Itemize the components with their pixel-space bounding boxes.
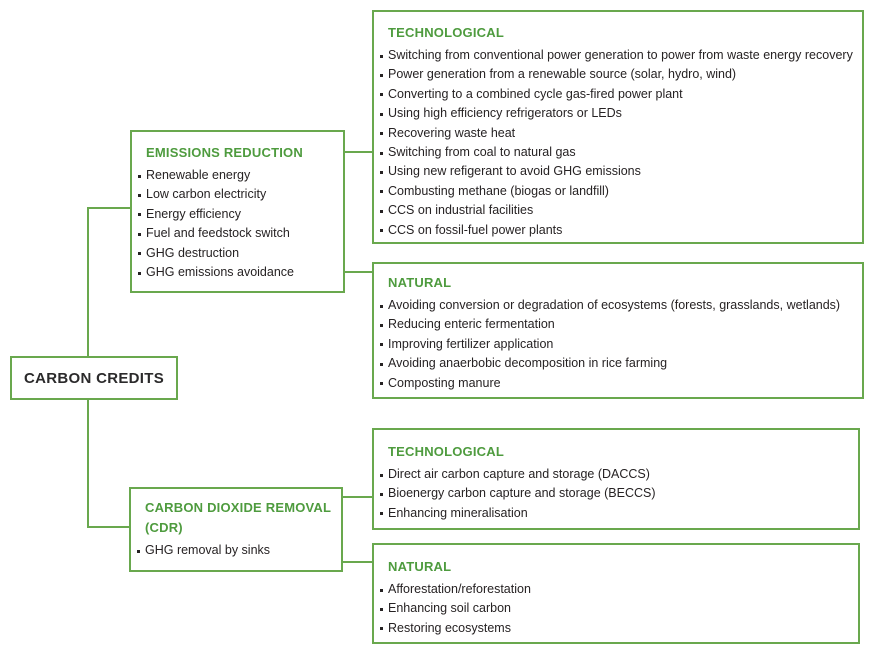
list-item: Reducing enteric fermentation [380, 315, 854, 334]
list-item: Using new refigerant to avoid GHG emissions [380, 162, 854, 181]
list-item: Enhancing soil carbon [380, 599, 850, 618]
list-item: Composting manure [380, 374, 854, 393]
list-item: Avoiding anaerbobic decomposition in rice farming [380, 354, 854, 373]
list-item: Renewable energy [138, 166, 335, 185]
item-list [380, 46, 854, 240]
list-item: Restoring ecosystems [380, 619, 850, 638]
branch-node-emissions-reduction [130, 130, 345, 293]
connector-emissions-reduction-to-natural [345, 271, 372, 273]
connector-root-to-emissions-reduction [87, 207, 130, 209]
list-item: Converting to a combined cycle gas-fired power plant [380, 85, 854, 104]
connector-root-up [87, 208, 89, 356]
list-item: Using high efficiency refrigerators or LEDs [380, 104, 854, 123]
item-list [138, 166, 335, 282]
connector-emissions-reduction-to-technological [345, 151, 372, 153]
list-item: Improving fertilizer application [380, 335, 854, 354]
list-item: Fuel and feedstock switch [138, 224, 335, 243]
branch-node-cdr [129, 487, 343, 572]
list-item: Recovering waste heat [380, 124, 854, 143]
list-item: CCS on fossil-fuel power plants [380, 221, 854, 240]
leaf-node-technological-emissions-reduction [372, 10, 864, 244]
item-list [137, 541, 333, 560]
list-item: Power generation from a renewable source (solar, hydro, wind) [380, 65, 854, 84]
box-title: NATURAL [388, 559, 452, 574]
list-item: Combusting methane (biogas or landfill) [380, 182, 854, 201]
box-title: TECHNOLOGICAL [388, 25, 504, 40]
root-node-carbon-credits [10, 356, 178, 400]
list-item: Energy efficiency [138, 205, 335, 224]
connector-cdr-to-natural [343, 561, 372, 563]
leaf-node-natural-emissions-reduction [372, 262, 864, 399]
list-item: Afforestation/reforestation [380, 580, 850, 599]
list-item: Bioenergy carbon capture and storage (BECCS) [380, 484, 850, 503]
list-item: GHG emissions avoidance [138, 263, 335, 282]
item-list [380, 580, 850, 638]
list-item: Low carbon electricity [138, 185, 335, 204]
list-item: GHG removal by sinks [137, 541, 333, 560]
leaf-node-technological-cdr [372, 428, 860, 530]
connector-root-to-cdr [87, 526, 129, 528]
root-label: CARBON CREDITS [23, 369, 165, 387]
list-item: GHG destruction [138, 244, 335, 263]
list-item: Enhancing mineralisation [380, 504, 850, 523]
box-title: CARBON DIOXIDE REMOVAL (CDR) [145, 500, 331, 535]
list-item: CCS on industrial facilities [380, 201, 854, 220]
box-title: TECHNOLOGICAL [388, 444, 504, 459]
connector-cdr-to-technological [343, 496, 372, 498]
list-item: Direct air carbon capture and storage (DACCS) [380, 465, 850, 484]
list-item: Switching from conventional power generation to power from waste energy recovery [380, 46, 854, 65]
item-list [380, 465, 850, 523]
box-title: EMISSIONS REDUCTION [146, 145, 303, 160]
item-list [380, 296, 854, 393]
list-item: Avoiding conversion or degradation of ecosystems (forests, grasslands, wetlands) [380, 296, 854, 315]
connector-root-down [87, 400, 89, 528]
leaf-node-natural-cdr [372, 543, 860, 644]
box-title: NATURAL [388, 275, 452, 290]
list-item: Switching from coal to natural gas [380, 143, 854, 162]
